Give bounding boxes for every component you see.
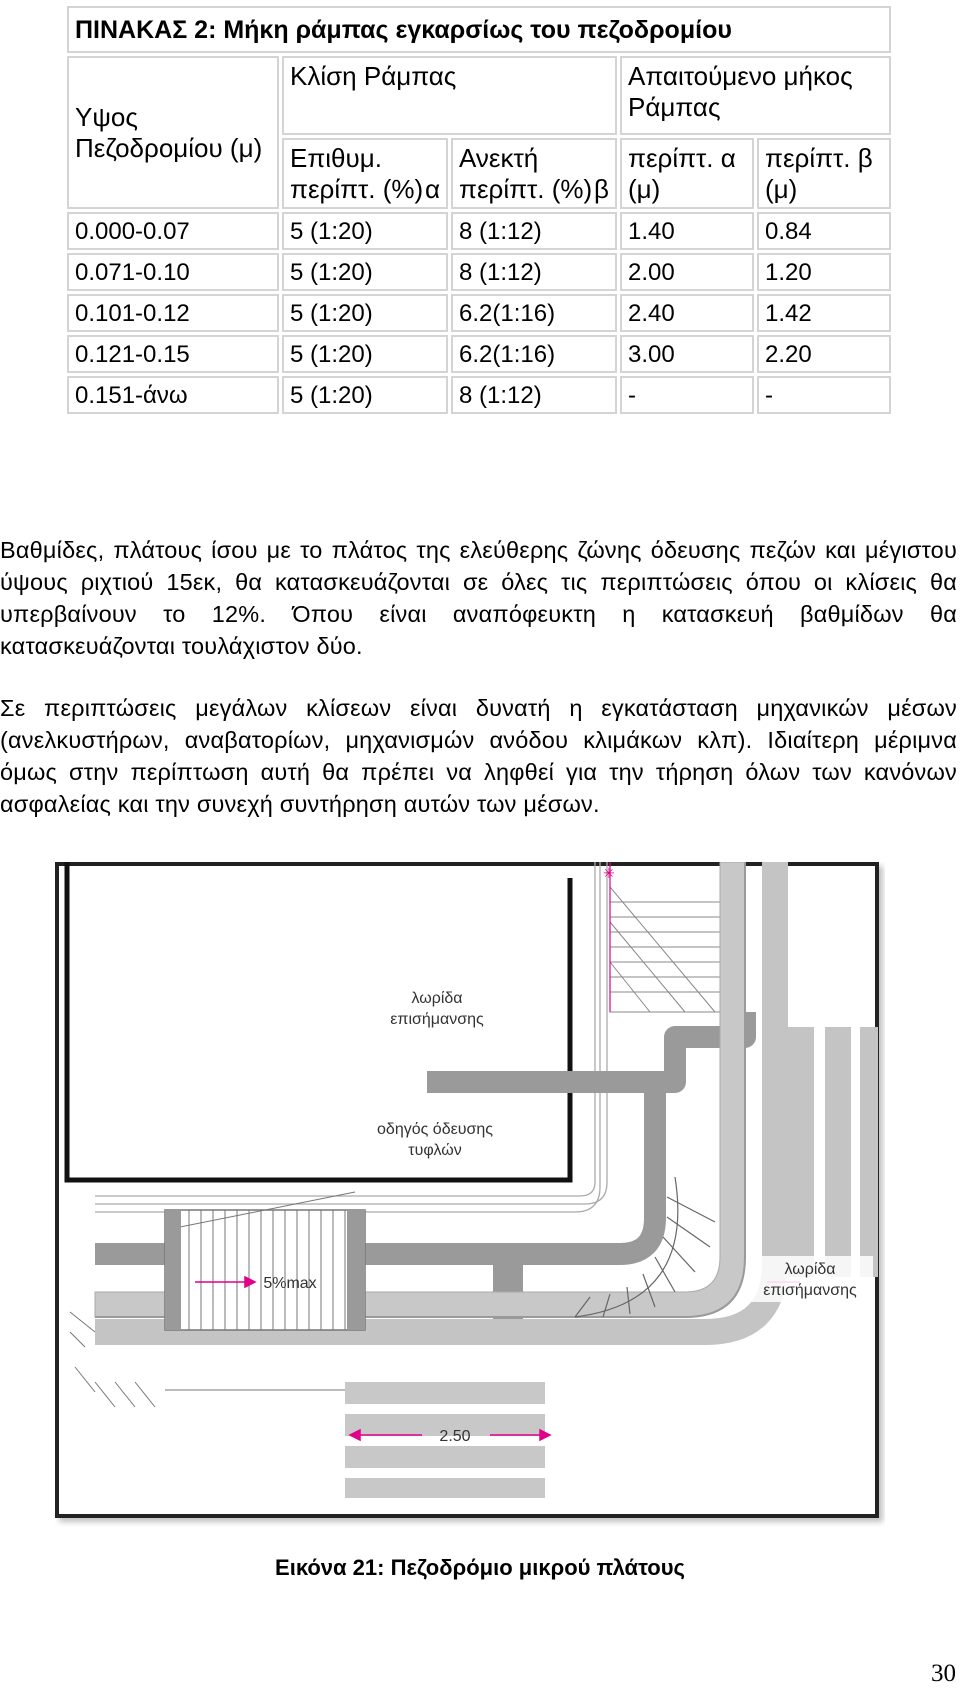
- header-slope-tolerable-text: Ανεκτή περίπτ. (%): [459, 143, 593, 204]
- paragraph-steps: Βαθμίδες, πλάτους ίσου με το πλάτος της ελεύθερης ζώνης όδευσης πεζών και μέγιστου ύψους ριχτιού 15εκ, θα κατασκευάζονται σε όλες τις περιπτώσεις όπου οι κλίσεις θα υπερβαίνουν το 12%. Όπου είναι αναπόφευκτη η κατασκευή βαθμίδων θα κατασκευάζονται τουλάχιστον δύο.: [0, 536, 957, 659]
- header-length-a: περίπτ. α (μ): [620, 138, 754, 209]
- cell-length-a: 1.40: [620, 212, 754, 250]
- cell-length-b: 1.42: [757, 294, 891, 332]
- cell-slope-tolerable: 8 (1:12): [451, 253, 617, 291]
- table-body: [67, 212, 891, 414]
- cell-height-range: 0.000-0.07: [67, 212, 279, 250]
- label-slope-max: 5%max: [263, 1275, 317, 1292]
- ramp-length-table: [64, 3, 894, 417]
- label-guide-1: οδηγός όδευσης: [377, 1121, 493, 1138]
- paragraph-mechanical-means: Σε περιπτώσεις μεγάλων κλίσεων είναι δυνατή η εγκατάσταση μηχανικών μέσων (ανελκυστήρων, αναβατορίων, μηχανισμών ανόδου κλιμάκων κλπ). Ιδιαίτερη μέριμνα όμως στην περίπτωση αυτή θα πρέπει να ληφθεί για την τήρηση όλων των κανόνων ασφαλείας και την συνεχή συντήρηση αυτών των μέσων.: [0, 694, 957, 817]
- cell-length-b: 2.20: [757, 335, 891, 373]
- cell-slope-tolerable: 6.2(1:16): [451, 335, 617, 373]
- header-length-b: περίπτ. β (μ): [757, 138, 891, 209]
- header-required-length: Απαιτούμενο μήκος Ράμπας: [620, 56, 891, 135]
- table-row: [67, 294, 891, 332]
- cell-height-range: 0.121-0.15: [67, 335, 279, 373]
- cell-slope-tolerable: 8 (1:12): [451, 212, 617, 250]
- cell-slope-desired: 5 (1:20): [282, 335, 448, 373]
- cell-length-a: 2.40: [620, 294, 754, 332]
- header-slope-desired: [282, 138, 448, 209]
- cell-slope-tolerable: 8 (1:12): [451, 376, 617, 414]
- page-number: 30: [931, 1660, 956, 1687]
- header-sidewalk-height: Υψος Πεζοδρομίου (μ): [67, 56, 279, 209]
- cell-length-b: 1.20: [757, 253, 891, 291]
- table-row: [67, 212, 891, 250]
- label-guide-2: τυφλών: [408, 1142, 462, 1159]
- figure-caption: Εικόνα 21: Πεζοδρόμιο μικρού πλάτους: [275, 1555, 685, 1580]
- cell-length-b: -: [757, 376, 891, 414]
- label-warning-right-2: επισήμανσης: [763, 1282, 857, 1299]
- cell-slope-desired: 5 (1:20): [282, 253, 448, 291]
- sidewalk-diagram: [55, 862, 885, 1527]
- table-title: ΠΙΝΑΚΑΣ 2: Μήκη ράμπας εγκαρσίως του πεζοδρομίου: [67, 6, 891, 53]
- table-row: [67, 335, 891, 373]
- cell-slope-desired: 5 (1:20): [282, 212, 448, 250]
- crossing-right: [788, 1027, 878, 1277]
- label-width: 2.50: [439, 1428, 471, 1445]
- cell-height-range: 0.151-άνω: [67, 376, 279, 414]
- header-slope-tolerable: [451, 138, 617, 209]
- cell-slope-tolerable: 6.2(1:16): [451, 294, 617, 332]
- cell-slope-desired: 5 (1:20): [282, 294, 448, 332]
- table-row: [67, 376, 891, 414]
- cell-height-range: 0.071-0.10: [67, 253, 279, 291]
- table-row: [67, 253, 891, 291]
- cell-slope-desired: 5 (1:20): [282, 376, 448, 414]
- header-slope-tolerable-mark: β: [594, 174, 609, 204]
- label-warning-top-2: επισήμανσης: [390, 1011, 484, 1028]
- pink-star: ✳: [603, 865, 615, 881]
- header-slope-desired-text: Επιθυμ. περίπτ. (%): [290, 143, 424, 204]
- header-slope-desired-mark: α: [424, 174, 440, 204]
- cell-length-a: 3.00: [620, 335, 754, 373]
- label-warning-top-1: λωρίδα: [411, 990, 463, 1007]
- cell-length-a: 2.00: [620, 253, 754, 291]
- header-ramp-slope: Κλίση Ράμπας: [282, 56, 617, 135]
- label-warning-right-1: λωρίδα: [784, 1261, 836, 1278]
- cell-height-range: 0.101-0.12: [67, 294, 279, 332]
- cell-length-a: -: [620, 376, 754, 414]
- cell-length-b: 0.84: [757, 212, 891, 250]
